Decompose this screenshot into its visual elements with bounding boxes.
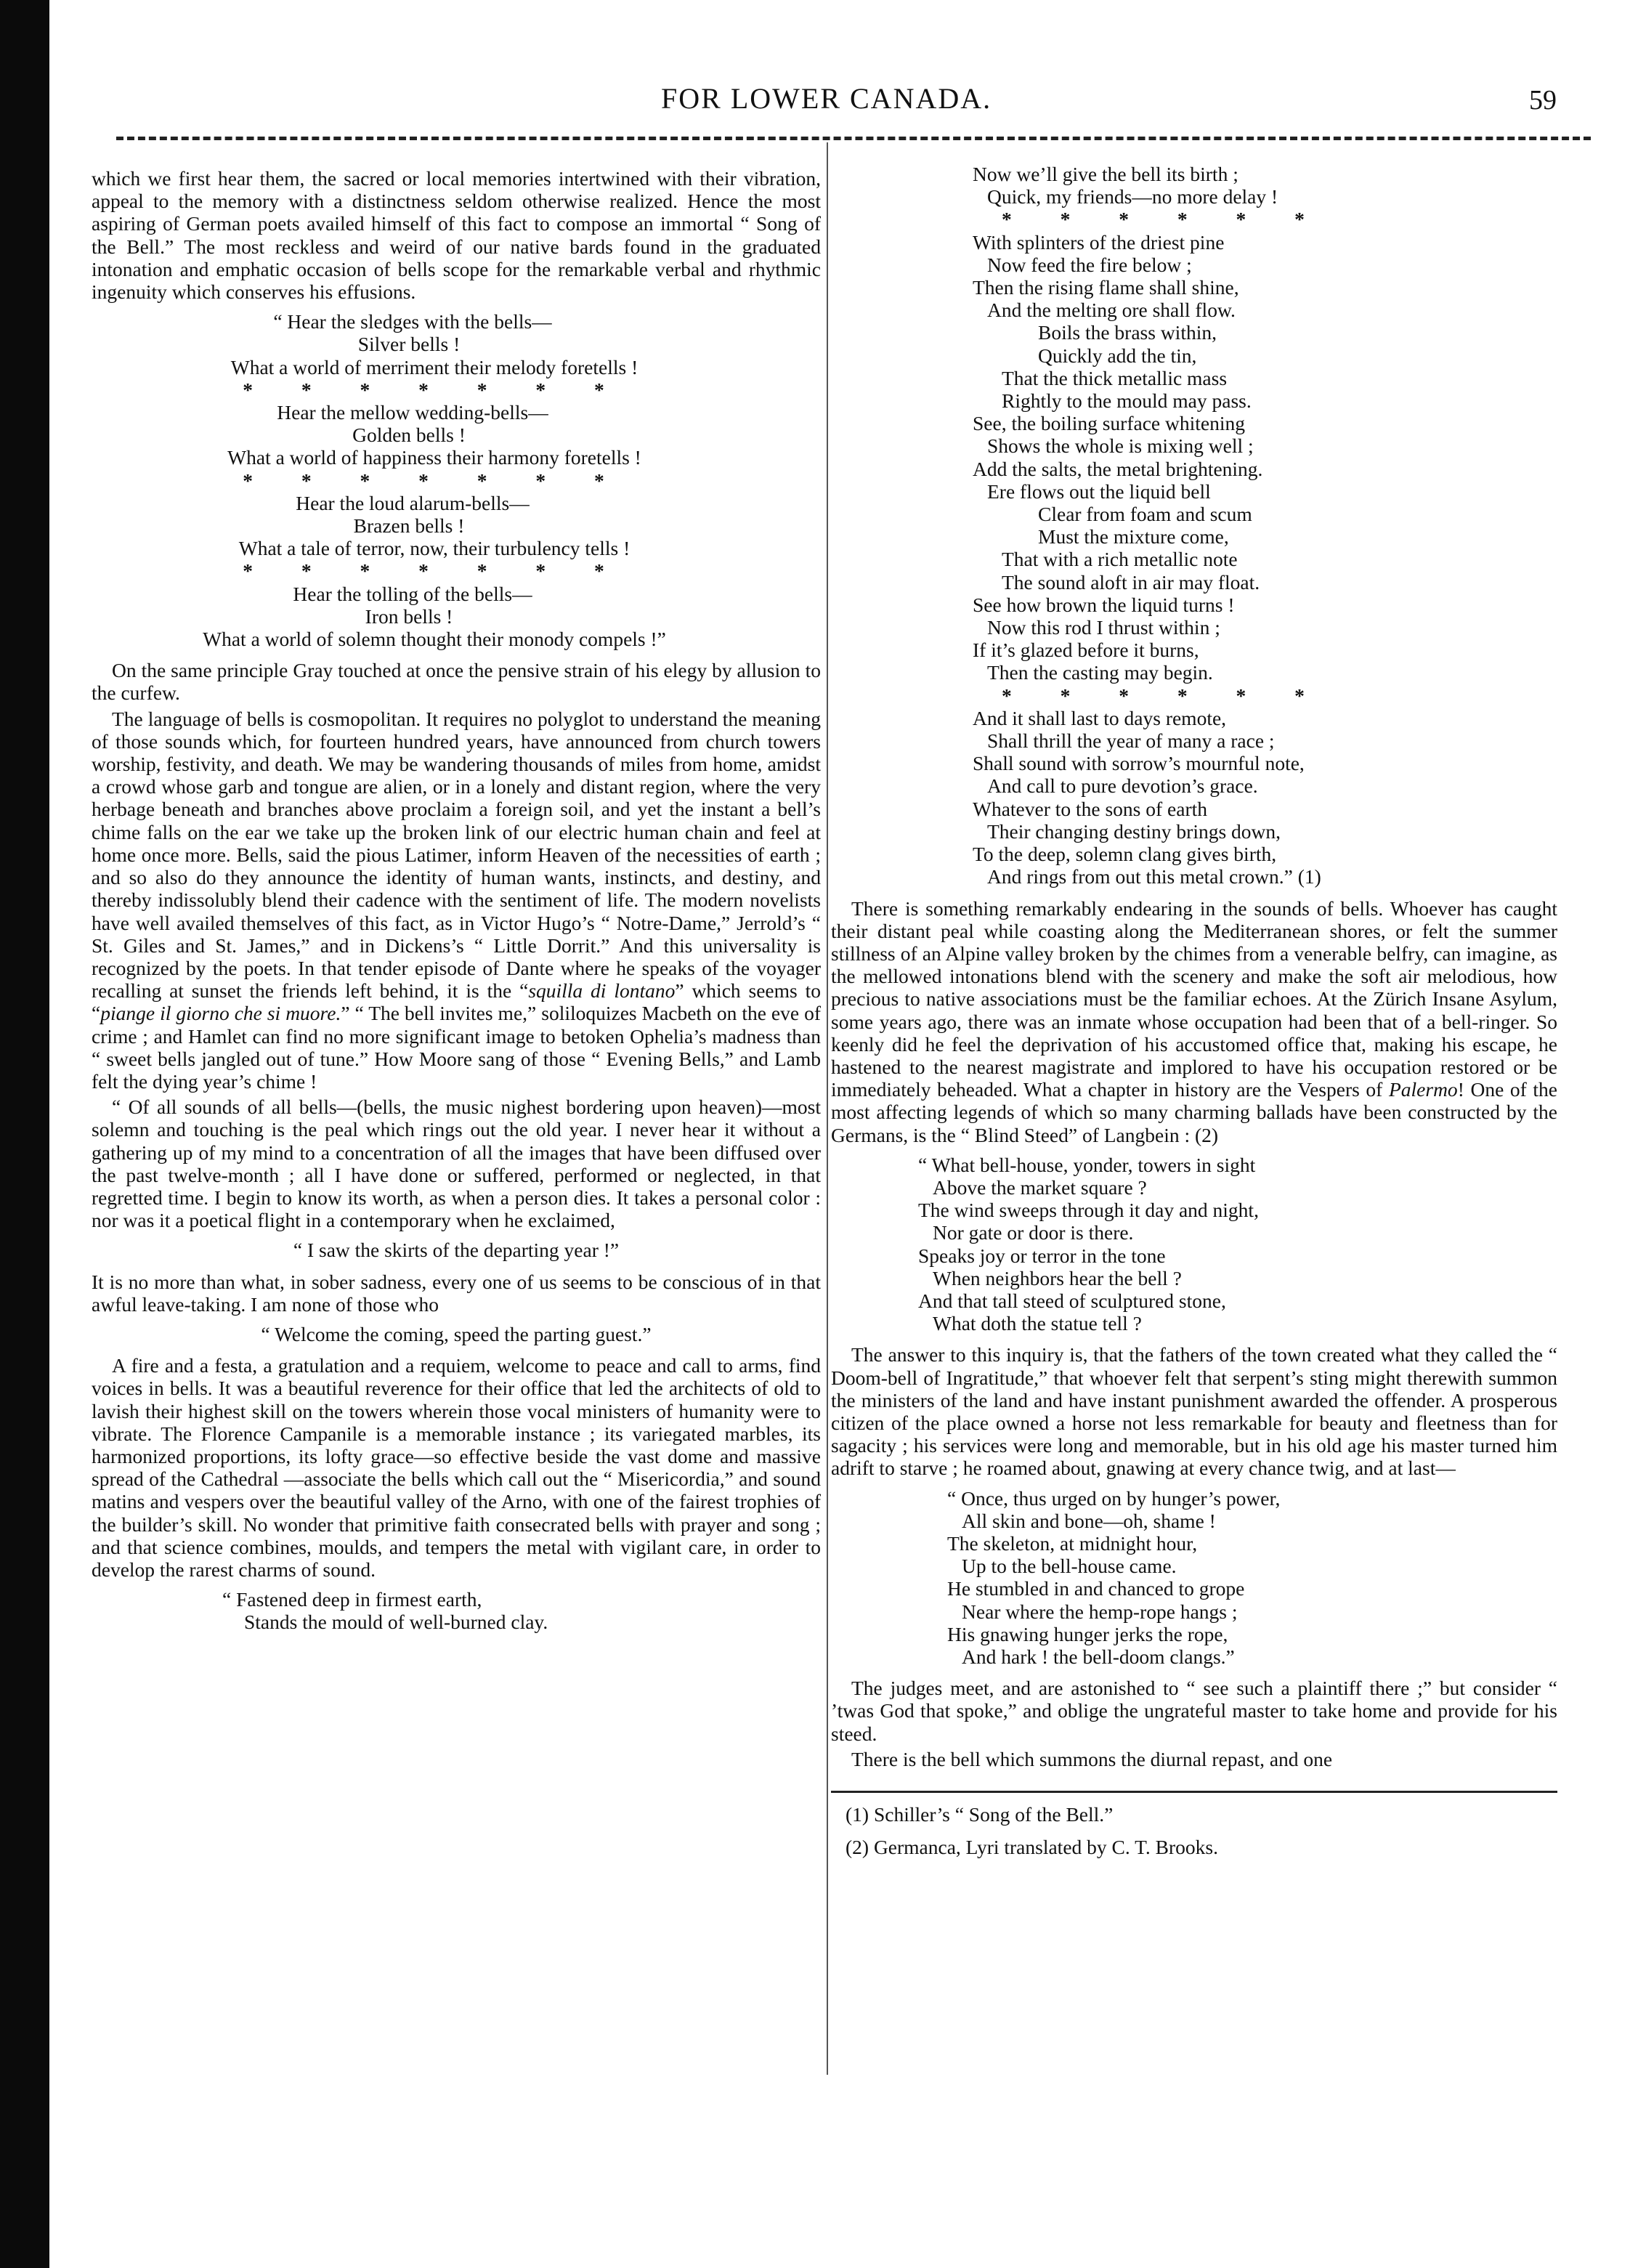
ellipsis-stars: * * * * * * bbox=[1002, 684, 1326, 707]
verse-line: If it’s glazed before it burns, bbox=[973, 639, 1199, 662]
paragraph: The answer to this inquiry is, that the fathers of the town created what they called the “ Doom-bell of Ingratitude,” that whoever felt that serpent’s sting might therewith summon the ministers of the land and have instant punishment awarded the offender. A prosperous citizen of the place owned a horse not less remarkable for beauty and fleetness than for sagacity ; his services were long and memorable, but in his old age his master turned him adrift to starve ; he roamed about, gnawing at every chance twig, and at last— bbox=[831, 1343, 1557, 1480]
verse-line: What a tale of terror, now, their turbulency tells ! bbox=[238, 537, 631, 560]
verse-line: Speaks joy or terror in the tone bbox=[918, 1244, 1166, 1267]
verse-line: All skin and bone—oh, shame ! bbox=[962, 1509, 1216, 1532]
quote: “ I saw the skirts of the departing year !” bbox=[293, 1239, 620, 1262]
right-column bbox=[831, 163, 1557, 1858]
verse-line: And call to pure devotion’s grace. bbox=[987, 774, 1258, 798]
verse-line: Add the salts, the metal brightening. bbox=[973, 457, 1263, 480]
verse-line: “ Hear the sledges with the bells— bbox=[273, 310, 552, 333]
paragraph: “ Of all sounds of all bells—(bells, the music nighest bordering upon heaven)—most solemn and touching is the peal which rings out the old year. I never hear it without a gathering up of my mind to a concentration of all the images that have been diffused over the past twelve-month ; all I have done or suffered, performed or neglected, in that regretted time. I begin to know its worth, as when a person dies. It takes a personal color : nor was it a poetical flight in a contemporary when he exclaimed, bbox=[92, 1095, 821, 1232]
verse-line: The wind sweeps through it day and night, bbox=[918, 1199, 1259, 1222]
verse-line: See how brown the liquid turns ! bbox=[973, 593, 1235, 616]
paragraph: On the same principle Gray touched at once the pensive strain of his elegy by allusion to the curfew. bbox=[92, 659, 821, 705]
verse-line: Iron bells ! bbox=[365, 604, 453, 628]
verse-line: Now we’ll give the bell its birth ; bbox=[973, 163, 1238, 185]
verse-line: And the melting ore shall flow. bbox=[987, 299, 1236, 322]
verse-line: Nor gate or door is there. bbox=[933, 1221, 1134, 1244]
verse-line: Quick, my friends—no more delay ! bbox=[987, 185, 1278, 208]
verse-line: “ What bell-house, yonder, towers in sight bbox=[918, 1153, 1256, 1176]
verse-line: Above the market square ? bbox=[933, 1175, 1147, 1199]
verse-line: The skeleton, at midnight hour, bbox=[947, 1531, 1198, 1555]
paragraph: There is something remarkably endearing in the sounds of bells. Whoever has caught their distant peal while coasting along the Mediterranean shores, or felt the summer stillness of an Alpine valley broken by the chimes from a venerable belfry, can imagine, as the mellowed intonations blend with the scenery and make the soft air melodious, how precious to native associations must be the familiar echoes. At the Zürich Insane Asylum, some years ago, there was an inmate whose occupation had been that of a bell-ringer. So keenly did he feel the deprivation of his accustomed office that, making his escape, he hastened to the nearest magistrate and implored to have his occupation restored or be immediately beheaded. What a chapter in history are the Vespers of Palermo! One of the most affecting legends of which so many charming ballads have been constructed by the Germans, is the “ Blind Steed” of Langbein : (2) bbox=[831, 896, 1557, 1146]
verse-line: Boils the brass within, bbox=[1038, 321, 1217, 344]
verse-line: The sound aloft in air may float. bbox=[1002, 570, 1260, 594]
verse-line: Now feed the fire below ; bbox=[987, 253, 1192, 276]
verse-line: Shows the whole is mixing well ; bbox=[987, 434, 1254, 458]
verse-line: He stumbled in and chanced to grope bbox=[947, 1577, 1245, 1600]
verse-line: Now this rod I thrust within ; bbox=[987, 616, 1220, 639]
verse-line: Near where the hemp-rope hangs ; bbox=[962, 1600, 1238, 1623]
verse-line: What doth the statue tell ? bbox=[933, 1312, 1142, 1335]
quote: “ Welcome the coming, speed the parting guest.” bbox=[261, 1322, 652, 1345]
verse-line: Hear the mellow wedding-bells— bbox=[277, 401, 548, 424]
verse-line: What a world of happiness their harmony foretells ! bbox=[227, 446, 641, 469]
verse-line: And hark ! the bell-doom clangs.” bbox=[962, 1645, 1235, 1668]
verse-line: Golden bells ! bbox=[352, 424, 466, 447]
verse-line: Ere flows out the liquid bell bbox=[987, 479, 1211, 503]
verse-line: “ Once, thus urged on by hunger’s power, bbox=[947, 1486, 1281, 1510]
paragraph: which we first hear them, the sacred or local memories intertwined with their vibration, appeal to the memory with a distinctness seldom otherwise realized. Hence the most aspiring of German poets availed himself of this fact to compose an immortal “ Song of the Bell.” The most reckless and weird of our native bards found in the graduated intonation and emphatic occasion of bells scope for the remarkable verbal and rhythmic ingenuity which conserves his effusions. bbox=[92, 167, 821, 304]
poem-bells bbox=[92, 310, 821, 650]
poem-bell-song bbox=[222, 1588, 821, 1633]
paragraph: The judges meet, and are astonished to “ see such a plaintiff there ;” but consider “ ’twas God that spoke,” and oblige the ungrateful master to take home and provide for his steed. bbox=[831, 1677, 1557, 1745]
verse-line: Then the casting may begin. bbox=[987, 661, 1213, 684]
paragraph: There is the bell which summons the diurnal repast, and one bbox=[851, 1747, 1333, 1770]
column-divider bbox=[827, 142, 828, 2075]
verse-line: Then the rising flame shall shine, bbox=[973, 276, 1239, 299]
verse-line: And that tall steed of sculptured stone, bbox=[918, 1289, 1226, 1312]
verse-line: Their changing destiny brings down, bbox=[987, 819, 1281, 843]
verse-line: And it shall last to days remote, bbox=[973, 706, 1227, 729]
verse-line: See, the boiling surface whitening bbox=[973, 412, 1245, 435]
verse-line: Shall thrill the year of many a race ; bbox=[987, 729, 1275, 753]
verse-line: Hear the loud alarum-bells— bbox=[296, 491, 530, 514]
verse-line: Rightly to the mould may pass. bbox=[1002, 389, 1252, 413]
paragraph: It is no more than what, in sober sadness, every one of us seems to be conscious of in that awful leave-taking. I am none of those who bbox=[92, 1270, 821, 1316]
verse-line: “ Fastened deep in firmest earth, bbox=[222, 1588, 482, 1611]
running-head: FOR LOWER CANADA. bbox=[661, 82, 992, 115]
verse-line: With splinters of the driest pine bbox=[973, 230, 1225, 254]
poem-blind-steed bbox=[918, 1154, 1557, 1335]
footnote: (2) Germanca, Lyri translated by C. T. Brooks. bbox=[846, 1836, 1218, 1859]
verse-line: To the deep, solemn clang gives birth, bbox=[973, 843, 1277, 866]
left-column bbox=[92, 167, 821, 1643]
verse-line: Quickly add the tin, bbox=[1038, 344, 1197, 367]
paragraph: The language of bells is cosmopolitan. It requires no polyglot to understand the meaning of those sounds which, for fourteen hundred years, have announced from church towers worship, festivity, and death. We may be wandering thousands of miles from home, amidst a crowd whose garb and tongue are alien, or in a lonely and distant region, where the very herbage beneath and branches above proclaim a foreign soil, and yet the instant a bell’s chime falls on the ear we take up the broken link of our electric human chain and feel at home once more. Bells, said the pious Latimer, inform Heaven of the necessities of earth ; and so also do they announce the identity of human wants, instincts, and destiny, and thereby indissolubly blend their cadence with the sentiment of life. The modern novelists have well availed themselves of this fact, as in Victor Hugo’s “ Notre-Dame,” Jerrold’s “ St. Giles and St. James,” and in Dickens’s “ Little Dorrit.” And this universality is recognized by the poets. In that tender episode of Dante where he speaks of the voyager recalling at sunset the friends left behind, it is the “squilla di lontano” which seems to “piange il giorno che si muore.” “ The bell invites me,” soliloquizes Macbeth on the eve of crime ; and Hamlet can find no more significant image to betoken Ophelia’s madness than “ sweet bells jangled out of tune.” How Moore sang of those “ Evening Bells,” and Lamb felt the dying year’s chime ! bbox=[92, 707, 821, 1093]
verse-line: Clear from foam and scum bbox=[1038, 503, 1252, 526]
verse-line: Up to the bell-house came. bbox=[962, 1555, 1177, 1578]
verse-line: That the thick metallic mass bbox=[1002, 366, 1228, 389]
page-number: 59 bbox=[1529, 85, 1557, 116]
verse-line: Hear the tolling of the bells— bbox=[293, 582, 532, 605]
footnote: (1) Schiller’s “ Song of the Bell.” bbox=[846, 1803, 1114, 1826]
footnote-rule bbox=[831, 1791, 1557, 1793]
verse-line: That with a rich metallic note bbox=[1002, 548, 1238, 571]
verse-line: Whatever to the sons of earth bbox=[973, 797, 1208, 820]
poem-bell-song-cont bbox=[973, 163, 1557, 888]
ellipsis-stars: * * * * * * bbox=[1002, 208, 1326, 231]
verse-line: Silver bells ! bbox=[357, 333, 461, 356]
ellipsis-stars: * * * * * * * bbox=[243, 469, 626, 492]
ellipsis-stars: * * * * * * * bbox=[243, 378, 626, 401]
verse-line: And rings from out this metal crown.” (1) bbox=[987, 865, 1321, 888]
verse-line: Brazen bells ! bbox=[353, 514, 465, 538]
poem-hunger bbox=[947, 1487, 1557, 1669]
verse-line: What a world of solemn thought their monody compels !” bbox=[203, 628, 666, 651]
verse-line: Must the mixture come, bbox=[1038, 525, 1229, 548]
verse-line: When neighbors hear the bell ? bbox=[933, 1266, 1182, 1289]
ellipsis-stars: * * * * * * * bbox=[243, 559, 626, 583]
paragraph: A fire and a festa, a gratulation and a requiem, welcome to peace and call to arms, find voices in bells. It was a beautiful reverence for their office that led the architects of old to lavish their highest skill on the towers wherein those vocal ministers of humanity were to vibrate. The Florence Campanile is a memorable instance ; its variegated marbles, its harmonized proportions, its lofty grace—so effective beside the vast dome and massive spread of the Cathedral —associate the bells which call out the “ Misericordia,” and sound matins and vespers over the beautiful valley of the Arno, with one of the fairest trophies of the builder’s skill. No wonder that primitive faith consecrated bells with prayer and song ; and that science combines, moulds, and tempers the metal with vigilant care, in order to develop the rarest charms of sound. bbox=[92, 1354, 821, 1581]
header-rule bbox=[116, 137, 1591, 140]
verse-line: Stands the mould of well-burned clay. bbox=[244, 1611, 548, 1634]
verse-line: Shall sound with sorrow’s mournful note, bbox=[973, 752, 1305, 775]
verse-line: What a world of merriment their melody foretells ! bbox=[230, 355, 638, 378]
verse-line: His gnawing hunger jerks the rope, bbox=[947, 1622, 1228, 1645]
